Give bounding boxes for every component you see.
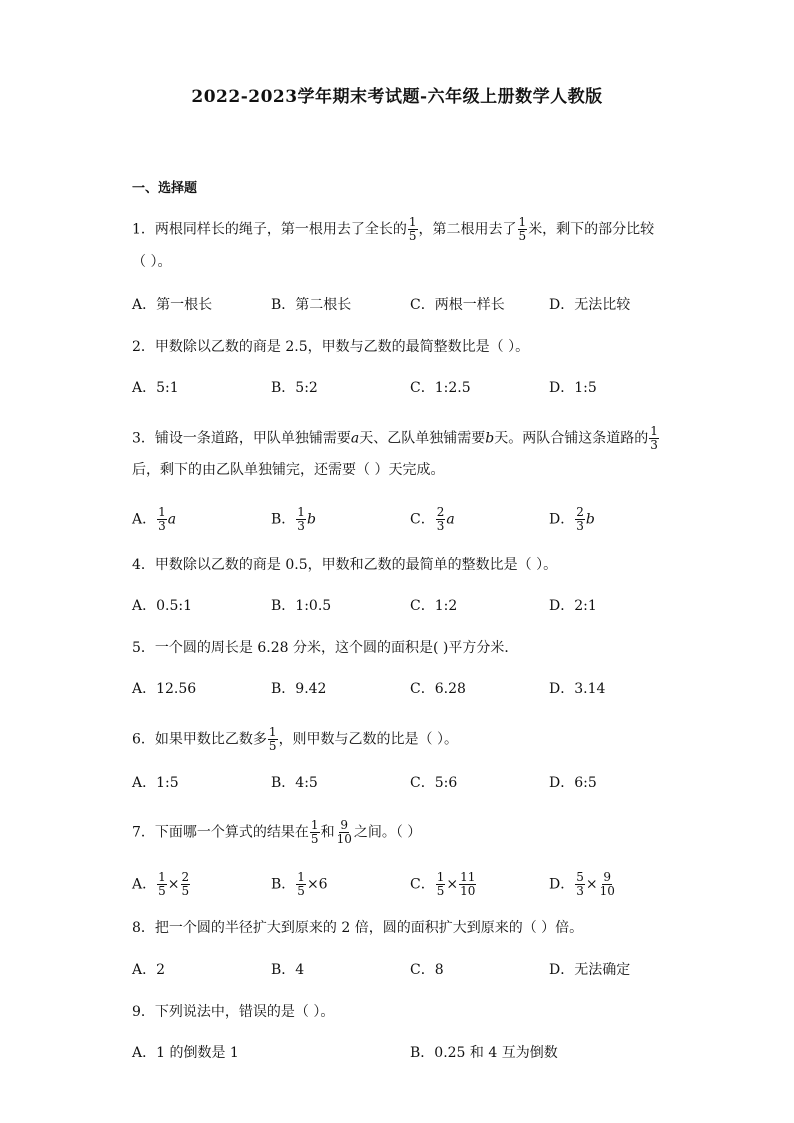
question-4: 4．甲数除以乙数的商是 0.5，甲数和乙数的最简单的整数比是（ ）。	[132, 557, 558, 573]
option-b: B．第二根长	[271, 297, 352, 313]
option-b: B．5:2	[271, 380, 318, 396]
option-d: D．6:5	[549, 775, 597, 791]
option-c: C．两根一样长	[410, 297, 505, 313]
option-d: D．无法比较	[549, 297, 631, 313]
option-d: D．2:1	[549, 598, 597, 614]
fraction: $\frac{1}{3}$	[650, 424, 658, 452]
option-b: B． $\frac{1}{3}$ b	[271, 505, 316, 533]
option-b: B．0.25 和 4 互为倒数	[410, 1045, 558, 1061]
option-c: C．5:6	[410, 775, 458, 791]
option-b: B．1:0.5	[271, 598, 332, 614]
option-b: B．4	[271, 962, 305, 978]
option-d: D．1:5	[549, 380, 597, 396]
option-a: A．0.5:1	[132, 598, 192, 614]
question-8: 8．把一个圆的半径扩大到原来的 2 倍，圆的面积扩大到原来的（ ）倍。	[132, 920, 584, 936]
question-1: 1．两根同样长的绳子，第一根用去了全长的 $\frac{1}{5}$ ，第二根用去了 $\frac{1}{5}$ 米，剩下的部分比较	[132, 215, 655, 243]
option-a: A． $\frac{1}{5}$ × $\frac{2}{5}$	[132, 870, 190, 898]
option-c: C．8	[410, 962, 444, 978]
option-b: B． $\frac{1}{5}$ ×6	[271, 870, 328, 898]
fraction: $\frac{9}{10}$	[336, 818, 352, 846]
fraction: $\frac{1}{5}$	[408, 215, 417, 243]
option-d: D． $\frac{2}{3}$ b	[549, 505, 595, 533]
section-heading: 一、选择题	[132, 181, 198, 196]
option-c: C．1:2.5	[410, 380, 471, 396]
fraction: $\frac{1}{5}$	[268, 725, 277, 753]
option-c: C． $\frac{1}{5}$ × $\frac{11}{10}$	[410, 870, 476, 898]
question-6: 6．如果甲数比乙数多 $\frac{1}{5}$ ，则甲数与乙数的比是（ ）。	[132, 725, 459, 753]
option-c: C．1:2	[410, 598, 458, 614]
option-a: A．1:5	[132, 775, 179, 791]
option-a: A．1 的倒数是 1	[132, 1045, 239, 1061]
question-3-cont: 后，剩下的由乙队单独铺完，还需要（ ）天完成。	[132, 462, 445, 478]
option-b: B．9.42	[271, 681, 327, 697]
question-5: 5．一个圆的周长是 6.28 分米，这个圆的面积是( )平方分米．	[132, 640, 519, 656]
option-a: A．第一根长	[132, 297, 213, 313]
option-b: B．4:5	[271, 775, 318, 791]
question-9: 9．下列说法中，错误的是（ ）。	[132, 1004, 335, 1020]
option-a: A． $\frac{1}{3}$ a	[132, 505, 177, 533]
option-a: A．2	[132, 962, 166, 978]
option-c: C．6.28	[410, 681, 466, 697]
page-title: 2022-2023学年期末考试题-六年级上册数学人教版	[191, 87, 603, 107]
option-a: A．12.56	[132, 681, 197, 697]
question-7: 7．下面哪一个算式的结果在 $\frac{1}{5}$ 和 $\frac{9}{10}$ 之间。（ ）	[132, 818, 422, 846]
question-1-cont: （ ）。	[132, 254, 172, 270]
question-3: 3．铺设一条道路，甲队单独铺需要a天、乙队单独铺需要b天。两队合铺这条道路的 $\frac{1}{3}$	[132, 424, 658, 452]
option-d: D．无法确定	[549, 962, 631, 978]
option-c: C． $\frac{2}{3}$ a	[410, 505, 455, 533]
fraction: $\frac{1}{5}$	[518, 215, 527, 243]
option-d: D． $\frac{5}{3}$ × $\frac{9}{10}$	[549, 870, 615, 898]
option-d: D．3.14	[549, 681, 606, 697]
option-a: A．5:1	[132, 380, 179, 396]
fraction: $\frac{1}{5}$	[310, 818, 319, 846]
question-2: 2．甲数除以乙数的商是 2.5，甲数与乙数的最简整数比是（ ）。	[132, 339, 530, 355]
